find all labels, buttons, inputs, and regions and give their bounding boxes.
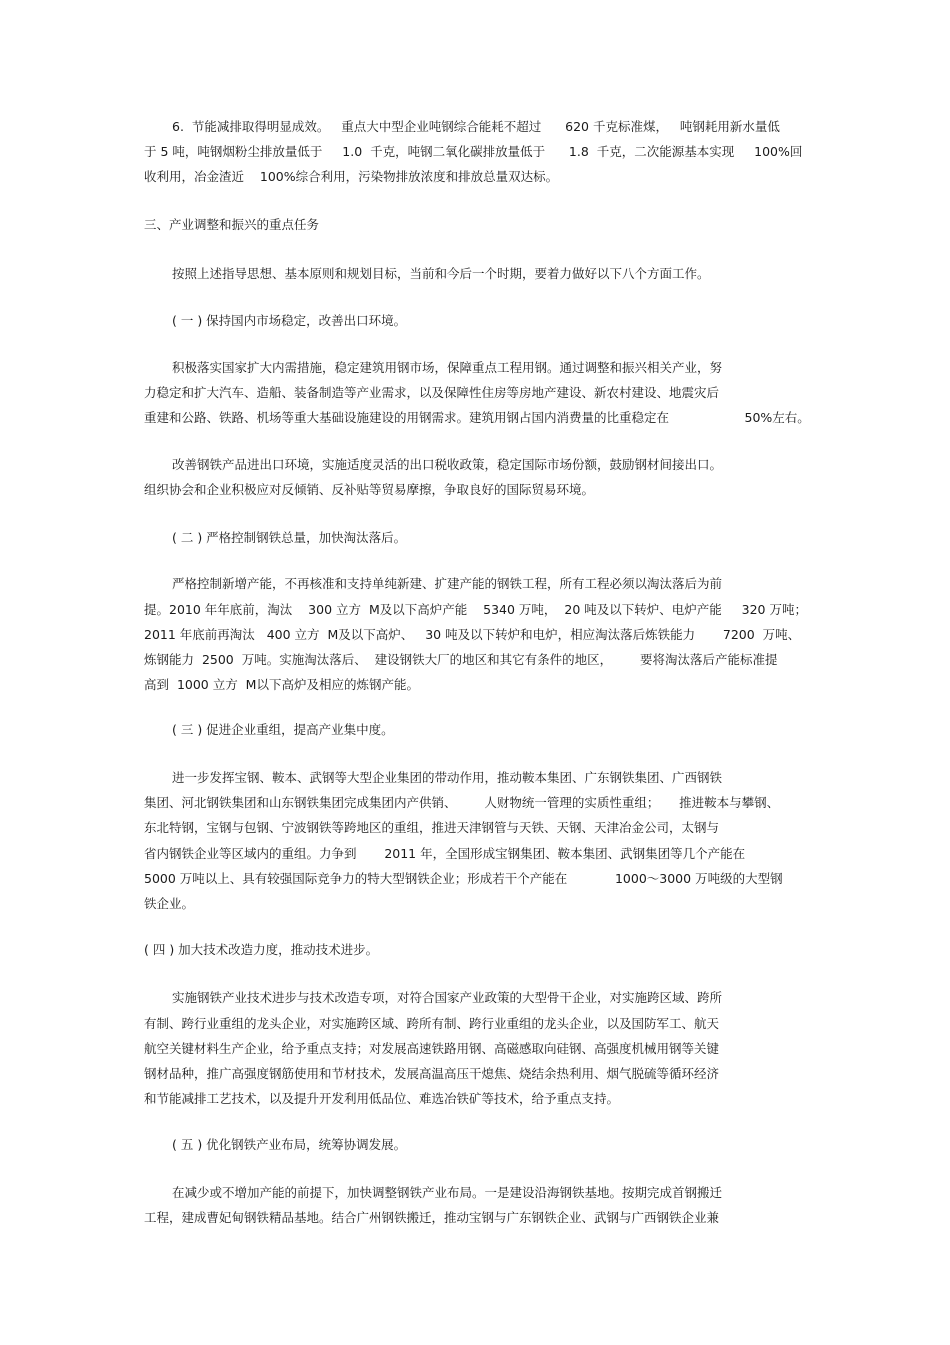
paragraph-2-line-2: 提。2010 年年底前，淘汰 300 立方 M及以下高炉产能 5340 万吨， 20 吨及以下转炉、电炉产能 320 万吨； — [144, 602, 807, 617]
subheading-2: ( 二 ) 严格控制钢铁总量，加快淘汰落后。 — [172, 530, 407, 545]
paragraph-1a-line-3: 重建和公路、铁路、机场等重大基础设施建设的用钢需求。建筑用钢占国内消费量的比重稳定在 50%左右。 — [144, 410, 810, 425]
paragraph-1a-line-2: 力稳定和扩大汽车、造船、装备制造等产业需求，以及保障性住房等房地产建设、新农村建设、地震灾后 — [144, 385, 720, 400]
paragraph-4-line-4: 钢材品种，推广高强度钢筋使用和节材技术，发展高温高压干熄焦、烧结余热利用、烟气脱硫等循环经济 — [144, 1066, 720, 1081]
intro-paragraph: 按照上述指导思想、基本原则和规划目标，当前和今后一个时期，要着力做好以下八个方面工作。 — [172, 266, 710, 281]
subheading-3: ( 三 ) 促进企业重组，提高产业集中度。 — [172, 722, 394, 737]
paragraph-3-line-5: 5000 万吨以上、具有较强国际竞争力的特大型钢铁企业；形成若干个产能在 1000～3000 万吨级的大型钢 — [144, 871, 783, 886]
paragraph-6-line-1: 6. 节能减排取得明显成效。 重点大中型企业吨钢综合能耗不超过 620 千克标准煤， 吨钢耗用新水量低 — [172, 119, 780, 134]
paragraph-2-line-3: 2011 年底前再淘汰 400 立方 M及以下高炉、 30 吨及以下转炉和电炉，相应淘汰落后炼铁能力 7200 万吨、 — [144, 627, 801, 642]
subheading-4: ( 四 ) 加大技术改造力度，推动技术进步。 — [144, 942, 379, 957]
paragraph-3-line-4: 省内钢铁企业等区域内的重组。力争到 2011 年，全国形成宝钢集团、鞍本集团、武钢集团等几个产能在 — [144, 846, 746, 861]
paragraph-3-line-1: 进一步发挥宝钢、鞍本、武钢等大型企业集团的带动作用，推动鞍本集团、广东钢铁集团、广西钢铁 — [172, 770, 723, 785]
paragraph-2-line-5: 高到 1000 立方 M以下高炉及相应的炼钢产能。 — [144, 677, 419, 692]
paragraph-1a-line-1: 积极落实国家扩大内需措施，稳定建筑用钢市场，保障重点工程用钢。通过调整和振兴相关产业，努 — [172, 360, 723, 375]
paragraph-1b-line-1: 改善钢铁产品进出口环境，实施适度灵活的出口税收政策，稳定国际市场份额，鼓励钢材间接出口。 — [172, 457, 723, 472]
subheading-1: ( 一 ) 保持国内市场稳定，改善出口环境。 — [172, 313, 407, 328]
paragraph-6-line-3: 收利用，冶金渣近 100%综合利用，污染物排放浓度和排放总量双达标。 — [144, 169, 559, 184]
paragraph-3-line-6: 铁企业。 — [144, 896, 195, 911]
paragraph-3-line-2: 集团、河北钢铁集团和山东钢铁集团完成集团内产供销、 人财物统一管理的实质性重组； 推进鞍本与攀钢、 — [144, 795, 780, 810]
paragraph-5-line-1: 在减少或不增加产能的前提下，加快调整钢铁产业布局。一是建设沿海钢铁基地。按期完成首钢搬迁 — [172, 1185, 723, 1200]
paragraph-5-line-2: 工程，建成曹妃甸钢铁精品基地。结合广州钢铁搬迁，推动宝钢与广东钢铁企业、武钢与广西钢铁企业兼 — [144, 1210, 720, 1225]
section-heading-3: 三、产业调整和振兴的重点任务 — [144, 217, 320, 232]
paragraph-4-line-5: 和节能减排工艺技术，以及提升开发利用低品位、难选冶铁矿等技术，给予重点支持。 — [144, 1091, 620, 1106]
paragraph-1b-line-2: 组织协会和企业积极应对反倾销、反补贴等贸易摩擦，争取良好的国际贸易环境。 — [144, 482, 595, 497]
paragraph-6-line-2: 于 5 吨，吨钢烟粉尘排放量低于 1.0 千克，吨钢二氧化碳排放量低于 1.8 千克，二次能源基本实现 100%回 — [144, 144, 803, 159]
paragraph-4-line-1: 实施钢铁产业技术进步与技术改造专项，对符合国家产业政策的大型骨干企业，对实施跨区域、跨所 — [172, 990, 723, 1005]
paragraph-4-line-2: 有制、跨行业重组的龙头企业，对实施跨区域、跨所有制、跨行业重组的龙头企业，以及国防军工、航天 — [144, 1016, 720, 1031]
paragraph-3-line-3: 东北特钢，宝钢与包钢、宁波钢铁等跨地区的重组，推进天津钢管与天铁、天钢、天津冶金公司，太钢与 — [144, 820, 720, 835]
paragraph-2-line-1: 严格控制新增产能，不再核准和支持单纯新建、扩建产能的钢铁工程，所有工程必须以淘汰落后为前 — [172, 576, 723, 591]
subheading-5: ( 五 ) 优化钢铁产业布局，统筹协调发展。 — [172, 1137, 407, 1152]
paragraph-4-line-3: 航空关键材料生产企业，给予重点支持；对发展高速铁路用钢、高磁感取向硅钢、高强度机械用钢等关键 — [144, 1041, 720, 1056]
paragraph-2-line-4: 炼钢能力 2500 万吨。实施淘汰落后、 建设钢铁大厂的地区和其它有条件的地区， 要将淘汰落后产能标准提 — [144, 652, 778, 667]
